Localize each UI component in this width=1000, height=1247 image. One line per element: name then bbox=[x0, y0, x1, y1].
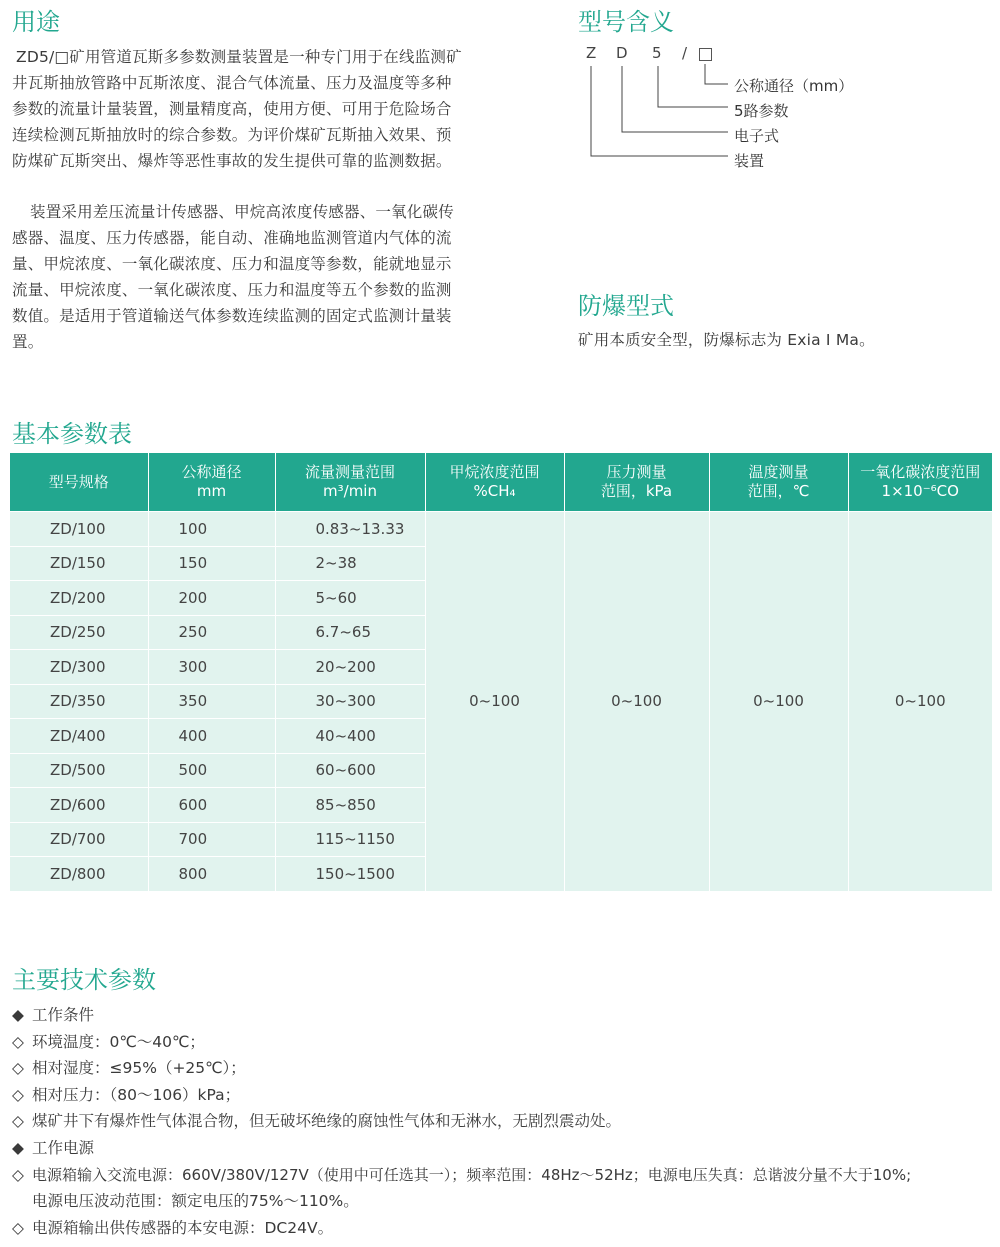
hollow-diamond-icon: ◇ bbox=[12, 1165, 24, 1184]
list-item: ◇ 电源箱输入交流电源：660V/380V/127V（使用中可任选其一）；频率范围：48Hz～52Hz；电源电压失真：总谐波分量不大于10%; 电源电压波动范围：额定电压的75%～110%。 bbox=[12, 1162, 911, 1215]
cell-flow: 6.7~65 bbox=[275, 615, 425, 650]
cell-diameter: 500 bbox=[148, 753, 275, 788]
code-char-z: Z bbox=[586, 44, 597, 62]
code-char-5: 5 bbox=[652, 44, 662, 62]
usage-line: 流量、甲烷浓度、一氧化碳浓度、压力和温度等五个参数的监测 bbox=[12, 281, 452, 299]
usage-line: 置。 bbox=[12, 333, 44, 351]
cell-diameter: 800 bbox=[148, 857, 275, 892]
label-5-parameters: 5路参数 bbox=[734, 102, 789, 120]
usage-line: 参数的流量计量装置，测量精度高，使用方便、可用于危险场合 bbox=[12, 100, 452, 118]
cell-co-range: 0~100 bbox=[848, 512, 992, 892]
cell-flow: 5~60 bbox=[275, 581, 425, 616]
connector-lines bbox=[578, 40, 878, 180]
cell-flow: 20~200 bbox=[275, 650, 425, 685]
cell-temperature-range: 0~100 bbox=[709, 512, 848, 892]
cell-diameter: 300 bbox=[148, 650, 275, 685]
list-item: ◆ 工作条件 bbox=[12, 1002, 911, 1029]
table-header-row bbox=[10, 453, 992, 512]
label-nominal-diameter: 公称通径（mm） bbox=[734, 77, 854, 95]
table-row bbox=[10, 512, 992, 547]
list-item: ◆ 工作电源 bbox=[12, 1135, 911, 1162]
cell-model: ZD/800 bbox=[10, 857, 148, 892]
usage-paragraph-1 bbox=[12, 44, 512, 174]
list-item: ◇ 电源箱输出供传感器的本安电源：DC24V。 bbox=[12, 1215, 911, 1242]
code-char-slash: / bbox=[682, 44, 688, 62]
cell-model: ZD/700 bbox=[10, 822, 148, 857]
cell-diameter: 150 bbox=[148, 546, 275, 581]
hollow-diamond-icon: ◇ bbox=[12, 1032, 24, 1051]
cell-flow: 40~400 bbox=[275, 719, 425, 754]
cell-diameter: 700 bbox=[148, 822, 275, 857]
cell-flow: 0.83~13.33 bbox=[275, 512, 425, 547]
cell-model: ZD/600 bbox=[10, 788, 148, 823]
cell-pressure-range: 0~100 bbox=[564, 512, 709, 892]
usage-line: 连续检测瓦斯抽放时的综合参数。为评价煤矿瓦斯抽入效果、预 bbox=[12, 126, 452, 144]
cell-diameter: 200 bbox=[148, 581, 275, 616]
label-device: 装置 bbox=[734, 152, 765, 170]
cell-model: ZD/300 bbox=[10, 650, 148, 685]
header-pressure-range: 压力测量 范围，kPa bbox=[564, 453, 709, 512]
usage-line: 防煤矿瓦斯突出、爆炸等恶性事故的发生提供可靠的监测数据。 bbox=[12, 152, 452, 170]
usage-line: 井瓦斯抽放管路中瓦斯浓度、混合气体流量、压力及温度等多种 bbox=[12, 74, 452, 92]
cell-model: ZD/500 bbox=[10, 753, 148, 788]
code-char-d: D bbox=[616, 44, 628, 62]
tech-params-list bbox=[12, 1002, 911, 1241]
tech-params-title: 主要技术参数 bbox=[12, 966, 156, 994]
usage-line: 装置采用差压流量计传感器、甲烷高浓度传感器、一氧化碳传 bbox=[30, 203, 454, 221]
list-item: ◇ 相对湿度：≤95%（+25℃）； bbox=[12, 1055, 911, 1082]
usage-line: 数值。是适用于管道输送气体参数连续监测的固定式监测计量装 bbox=[12, 307, 452, 325]
cell-flow: 115~1150 bbox=[275, 822, 425, 857]
filled-diamond-icon: ◆ bbox=[12, 1138, 24, 1157]
list-item: ◇ 相对压力：（80～106）kPa； bbox=[12, 1082, 911, 1109]
header-flow-range: 流量测量范围 m³/min bbox=[275, 453, 425, 512]
params-table-title: 基本参数表 bbox=[12, 420, 132, 448]
header-model: 型号规格 bbox=[10, 453, 148, 512]
cell-flow: 85~850 bbox=[275, 788, 425, 823]
usage-line: 感器、温度、压力传感器，能自动、准确地监测管道内气体的流 bbox=[12, 229, 452, 247]
cell-flow: 30~300 bbox=[275, 684, 425, 719]
cell-model: ZD/150 bbox=[10, 546, 148, 581]
cell-flow: 2~38 bbox=[275, 546, 425, 581]
label-electronic: 电子式 bbox=[734, 127, 780, 145]
usage-line: 量、甲烷浓度、一氧化碳浓度、压力和温度等参数，能就地显示 bbox=[12, 255, 452, 273]
hollow-diamond-icon: ◇ bbox=[12, 1218, 24, 1237]
cell-diameter: 600 bbox=[148, 788, 275, 823]
cell-model: ZD/400 bbox=[10, 719, 148, 754]
params-table bbox=[10, 453, 992, 892]
header-methane-range: 甲烷浓度范围 %CH₄ bbox=[425, 453, 564, 512]
filled-diamond-icon: ◆ bbox=[12, 1006, 24, 1024]
explosion-proof-text: 矿用本质安全型，防爆标志为 Exia I Ma。 bbox=[578, 331, 875, 349]
list-item: ◇ 环境温度：0℃～40℃； bbox=[12, 1029, 911, 1056]
usage-paragraph-2 bbox=[12, 199, 512, 355]
cell-model: ZD/100 bbox=[10, 512, 148, 547]
header-temperature-range: 温度测量 范围，℃ bbox=[709, 453, 848, 512]
usage-title: 用途 bbox=[12, 8, 60, 36]
cell-flow: 60~600 bbox=[275, 753, 425, 788]
explosion-proof-title: 防爆型式 bbox=[578, 292, 674, 320]
model-meaning-title: 型号含义 bbox=[578, 8, 674, 36]
model-code-diagram bbox=[578, 40, 878, 180]
cell-flow: 150~1500 bbox=[275, 857, 425, 892]
cell-diameter: 350 bbox=[148, 684, 275, 719]
usage-line: ZD5/□矿用管道瓦斯多参数测量装置是一种专门用于在线监测矿 bbox=[16, 48, 462, 66]
list-item: ◇ 煤矿井下有爆炸性气体混合物，但无破坏绝缘的腐蚀性气体和无淋水，无剧烈震动处。 bbox=[12, 1108, 911, 1135]
cell-methane-range: 0~100 bbox=[425, 512, 564, 892]
cell-model: ZD/200 bbox=[10, 581, 148, 616]
cell-diameter: 400 bbox=[148, 719, 275, 754]
cell-model: ZD/350 bbox=[10, 684, 148, 719]
hollow-diamond-icon: ◇ bbox=[12, 1085, 24, 1104]
hollow-diamond-icon: ◇ bbox=[12, 1112, 24, 1131]
header-co-range: 一氧化碳浓度范围 1×10⁻⁶CO bbox=[848, 453, 992, 512]
cell-model: ZD/250 bbox=[10, 615, 148, 650]
header-nominal-diameter: 公称通径 mm bbox=[148, 453, 275, 512]
cell-diameter: 100 bbox=[148, 512, 275, 547]
cell-diameter: 250 bbox=[148, 615, 275, 650]
hollow-diamond-icon: ◇ bbox=[12, 1059, 24, 1078]
